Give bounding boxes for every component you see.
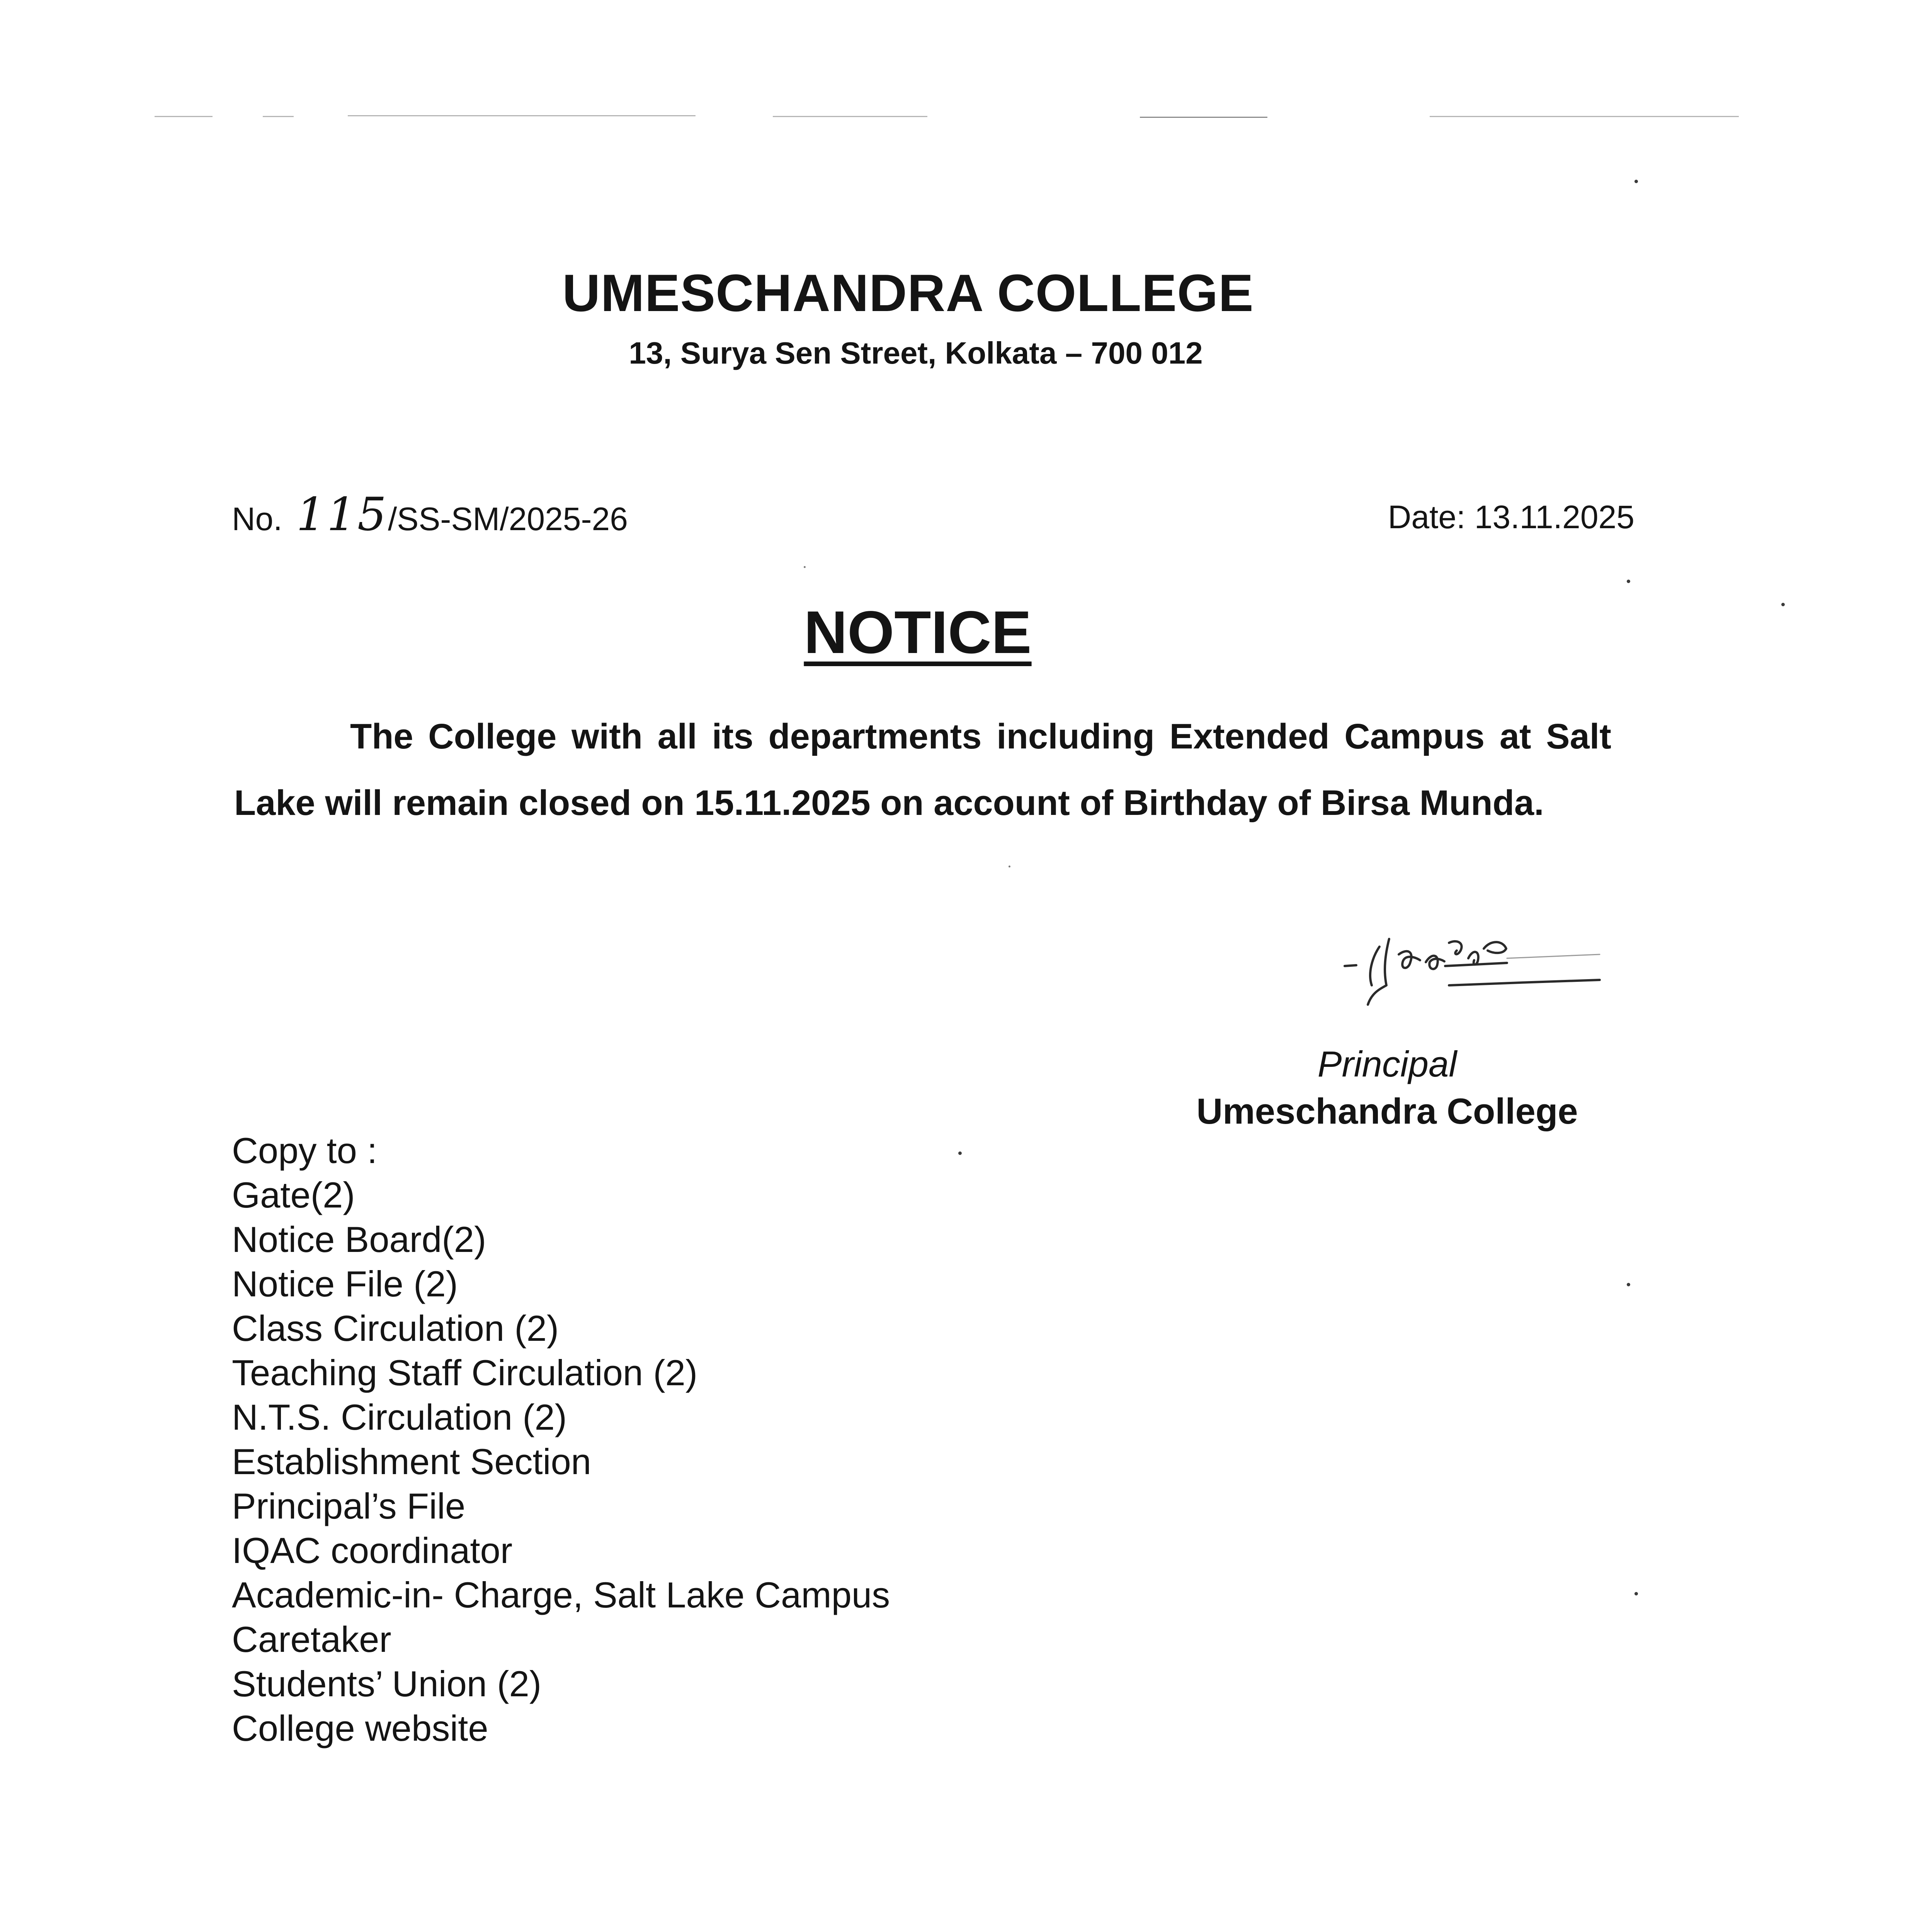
scan-speck xyxy=(1627,1283,1630,1286)
copy-to-item: Notice Board(2) xyxy=(232,1219,486,1260)
scan-artifact-line xyxy=(773,116,927,117)
copy-to-heading: Copy to : xyxy=(232,1130,378,1171)
handwritten-reference-number: 115 xyxy=(296,488,388,541)
scan-speck xyxy=(1634,1592,1638,1595)
signatory-title: Principal xyxy=(1317,1044,1457,1084)
principal-signature xyxy=(1321,912,1638,1012)
reference-suffix: /SS-SM/2025-26 xyxy=(388,501,628,537)
scan-speck xyxy=(958,1151,962,1155)
copy-to-item: Principal’s File xyxy=(232,1486,466,1526)
copy-to-item: Academic-in- Charge, Salt Lake Campus xyxy=(232,1575,890,1615)
scan-artifact-line xyxy=(1140,117,1267,118)
notice-date: Date: 13.11.2025 xyxy=(1388,499,1634,535)
copy-to-item: IQAC coordinator xyxy=(232,1530,513,1571)
copy-to-list xyxy=(232,1128,890,1750)
college-name: UMESCHANDRA COLLEGE xyxy=(562,264,1254,322)
reference-prefix: No. xyxy=(232,501,282,537)
copy-to-item: N.T.S. Circulation (2) xyxy=(232,1397,567,1437)
copy-to-item: Teaching Staff Circulation (2) xyxy=(232,1352,698,1393)
copy-to-item: Establishment Section xyxy=(232,1441,592,1482)
scan-artifact-line xyxy=(263,116,294,117)
notice-body: The College with all its departments including Extended Campus at Salt Lake will remain closed on 15.11.2025 on account of Birthday of Birsa Munda. xyxy=(234,717,1611,823)
copy-to-item: Class Circulation (2) xyxy=(232,1308,559,1349)
copy-to-item: Gate(2) xyxy=(232,1175,355,1215)
scan-speck xyxy=(1634,180,1638,183)
signatory-organization: Umeschandra College xyxy=(1196,1091,1578,1131)
scan-speck xyxy=(804,566,806,568)
notice-heading: NOTICE xyxy=(804,599,1032,666)
copy-to-item: College website xyxy=(232,1708,488,1748)
reference-number xyxy=(232,488,628,541)
scan-speck xyxy=(1627,580,1630,583)
scan-artifact-line xyxy=(1430,116,1739,117)
scan-speck xyxy=(1009,866,1010,867)
college-address: 13, Surya Sen Street, Kolkata – 700 012 xyxy=(629,336,1203,370)
copy-to-item: Caretaker xyxy=(232,1619,391,1660)
copy-to-item: Notice File (2) xyxy=(232,1264,458,1304)
copy-to-item: Students’ Union (2) xyxy=(232,1663,542,1704)
scan-artifact-line xyxy=(348,115,696,116)
scan-artifact-line xyxy=(155,116,213,117)
